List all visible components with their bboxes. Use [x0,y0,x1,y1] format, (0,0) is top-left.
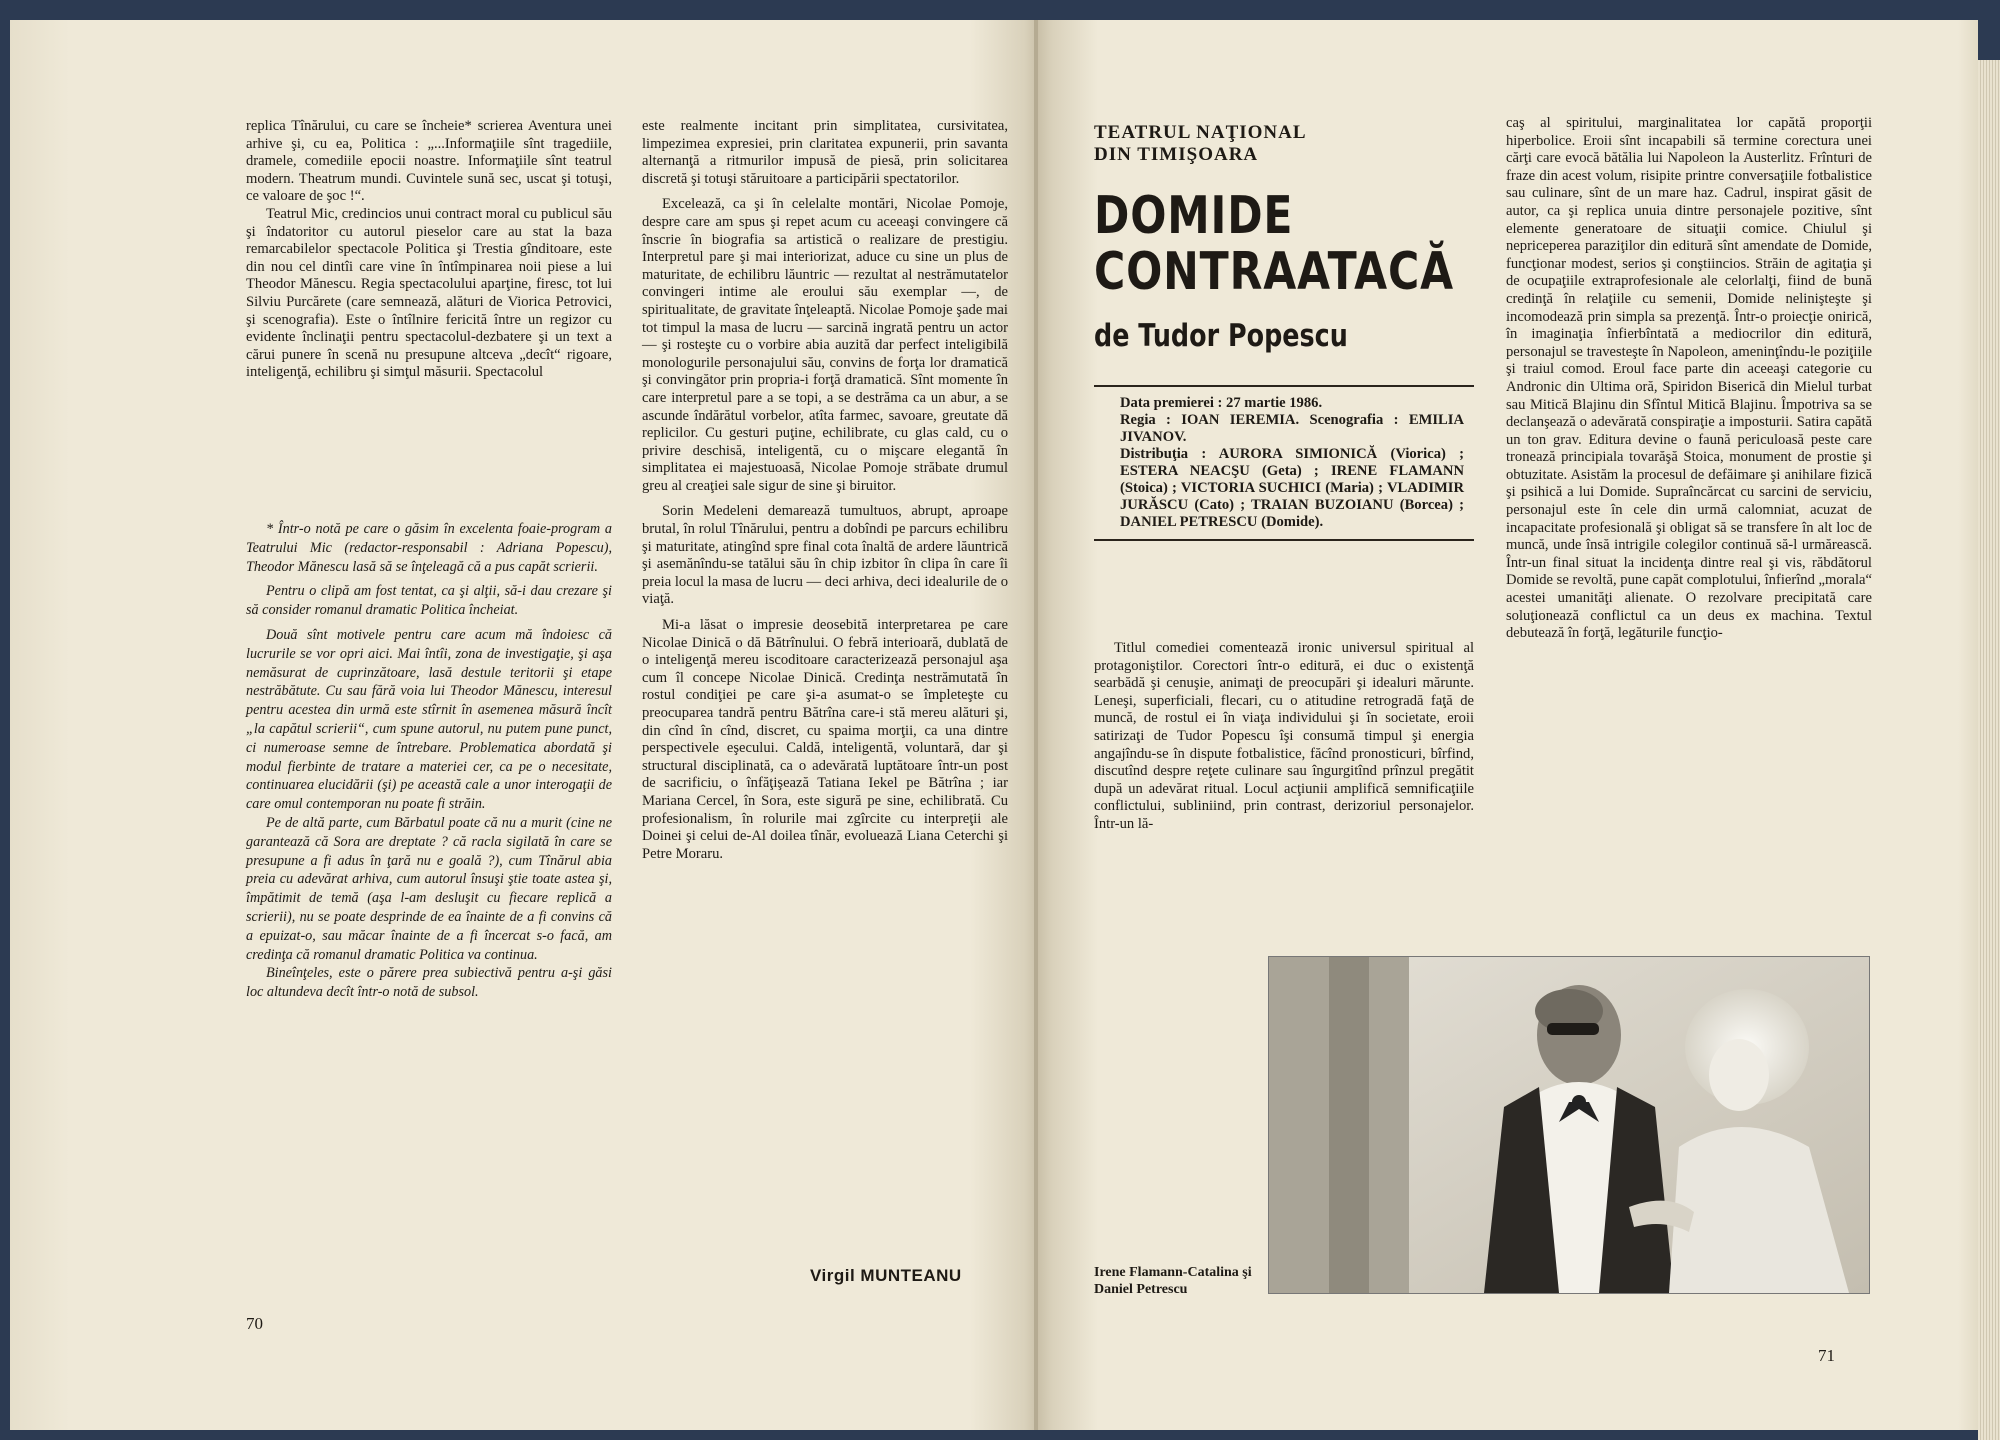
title-line-1: DOMIDE [1094,186,1294,246]
photo-caption: Irene Flamann-Catalina şi Daniel Petrescu [1094,1265,1252,1297]
theatre-line-2: DIN TIMIŞOARA [1094,144,1259,165]
paragraph: replica Tînărului, cu care se încheie* scrierea Aventura unei arhive şi, cu ea, Politica : „...Informaţiile sînt tragediile, dramele, comediile epocii noastre. Informaţiile sînt teatrul modern. Theatrum mundi. Cuvintele sună sec, uscat şi totuşi, ce valoare de şoc !“. [246,118,612,205]
footnote-paragraph: Bineînţeles, este o părere prea subiectivă pentru a-şi găsi loc altundeva decît într-o notă de subsol. [246,965,612,1001]
footnote-paragraph: * Într-o notă pe care o găsim în excelenta foaie-program a Teatrului Mic (redactor-responsabil : Adriana Popescu), Theodor Mănescu lasă să se înţeleagă că a pus capăt scrierii. [246,521,612,575]
paragraph: Sorin Medeleni demarează tumultuos, abrupt, aproape brutal, în rolul Tînărului, pentru a dobîndi pe parcurs echilibru şi maturitate, atingînd spre final cota înaltă de ardere lăuntrică şi asemănîndu-se tatălui său în chip izbitor în clipa în care îi preia locul la masa de lucru — deci arhiva, deci idealurile de o viaţă. [642,503,1008,608]
paragraph: Titlul comediei comentează ironic universul spiritual al protagoniştilor. Corectori într-o editură, ei duc o existenţă searbădă şi cenuşie, animaţi de preocupări şi idealuri mărunte. Leneşi, superficiali, flecari, cu o atitudine retrogradă faţă de muncă, de rostul ei în viaţa individului şi în societate, eroii satirizaţi de Tudor Popescu îşi consumă timpul şi energia angajîndu-se în dispute fotbalistice, făcînd pronosticuri, bîrfind, discutînd despre reţete culinare sau îngurgitînd prînzul pregătit după un adevărat ritual. Locul acţiunii amplifică semnificaţiile conflictului, subliniind, prin contrast, derizoriul personajelor. Într-un lă- [1094,640,1474,832]
premiere-info-box [1094,385,1474,541]
book-spread [10,20,1978,1430]
right-page [1038,20,1978,1430]
direction-credits: Regia : IOAN IEREMIA. Scenografia : EMILIA JIVANOV. [1120,412,1464,445]
paragraph: este realmente incitant prin simplitatea, cursivitatea, limpezimea expresiei, prin claritatea expunerii, prin savanta alternanţă a ritmurilor impusă de piesă, prin solicitarea discretă şi totuşi stăruitoare a participării spectatorilor. [642,118,1008,187]
page-edges [1978,60,2000,1440]
premiere-date: Data premierei : 27 martie 1986. [1120,395,1323,411]
cast-list: Distribuţia : AURORA SIMIONICĂ (Viorica) ; ESTERA NEACŞU (Geta) ; IRENE FLAMANN (Stoica) ; VICTORIA SUCHICI (Maria) ; VLADIMIR JURĂSCU (Cato) ; TRAIAN BUZOIANU (Borcea) ; DANIEL PETRESCU (Domide). [1120,446,1464,530]
paragraph: Excelează, ca şi în celelalte montări, Nicolae Pomoje, despre care am spus şi repet acum cu aceeaşi convingere că înscrie în biografia sa artistică o realizare de prestigiu. Interpretul pare şi mai interiorizat, aduce cu sine un plus de maturitate, de echilibru lăuntric — rezultat al nestrămutatelor convingeri intime ale eroului său exemplar —, de spiritualitate, de gravitate înţeleaptă. Nicolae Pomoje şade mai tot timpul la masa de lucru — sarcină ingrată pentru un actor — şi rosteşte cu o vorbire abia auzită dar perfect inteligibilă monologurile personajului său, convins de forţa lor dramatică şi convingător prin propria-i forţă dramatică. Sînt momente în care interpretul pare a se topi, a se destrăma ca un abur, a se ascunde îndărătul vorbelor, atîta farmec, savoare, greutate dă replicilor. Cu gesturi puţine, echilibrate, cu glas cald, cu o privire deschisă, inteligentă, cu o mişcare elegantă în simplitatea ei majestuoasă, Nicolae Pomoje străbate drumul greu al creaţiei sale sigur de sine şi biruitor. [642,196,1008,494]
theatre-line-1: TEATRUL NAŢIONAL [1094,122,1307,143]
right-column-1 [1094,640,1474,834]
paragraph: Mi-a lăsat o impresie deosebită interpretarea pe care Nicolae Dinică o dă Bătrînului. O febră interioară, dublată de o inteligenţă mereu iscoditoare caracterizează personajul aşa cum îl concepe Nicolae Dinică. Credinţa nestrămutată în rostul condiţiei pe care şi-a asumat-o se împleteşte cu preocuparea tandră pentru Bătrîna care-i stă mereu alături şi, din cînd în cînd, discret, cu spaima morţii, ca una dintre perspectivele eşecului. Caldă, inteligentă, voluntară, dar şi structural disciplinată, ca o adevărată luptătoare într-un post de sacrificiu, o înfăţişează Tatiana Iekel pe Bătrîna ; iar Mariana Cercel, în Sora, este sigură pe sine, echilibrată. Cu profesionalism, în rolurile mai zgîrcite cu interpreţii ale Doinei şi celui de-Al doilea tînăr, evoluează Liana Ceterchi şi Petre Moraru. [642,617,1008,862]
left-page [10,20,1038,1430]
author-signature: Virgil MUNTEANU [810,1266,962,1285]
footnote-paragraph: Două sînt motivele pentru care acum mă îndoiesc că lucrurile se vor opri aici. Mai întîi, zona de investigaţie, şi aşa nemăsurat de cuprinzătoare, lasă destule teritorii şi etape nestrăbătute. Cu sau fără voia lui Theodor Mănescu, interesul pentru acestea din urmă este stîrnit în asemenea măsură încît „la capătul scrierii“, cum spune autorul, nu putem pune punct, ci numeroase semne de întrebare. Problematica abordată şi modul fierbinte de tratare a materiei cer, ca pe o necesitate, continuarea elucidării (şi) pe această cale a unor interogaţii de care omul contemporan nu poate fi străin. [246,626,612,813]
production-photo [1268,956,1870,1294]
footnote-paragraph: Pentru o clipă am fost tentat, ca şi alţii, să-i dau crezare şi să consider romanul dramatic Politica încheiat. [246,583,612,619]
footnote-paragraph: Pe de altă parte, cum Bărbatul poate că nu a murit (cine ne garantează că Sora are dreptate ? că racla sigilată în care se presupune a fi adus în ţară nu e goală ?), cum Tînărul abia preia cu adevărat arhiva, cum autorul însuşi ştie toate astea şi, împătimit de temă (aşa l-am desluşit cu fiecare replică a scrierii), nu se poate desprinde de ea înainte de a fi convins că a epuizat-o, sau măcar înainte de a fi încercat s-o facă, am credinţa că romanul dramatic Politica va continua. [246,814,612,963]
left-footnote [246,520,612,1002]
article-author: de Tudor Popescu [1094,318,1348,354]
page-number-left: 70 [246,1314,263,1333]
paragraph: caş al spiritului, marginalitatea lor capătă proporţii hiperbolice. Eroii sînt incapabili să termine corectura unei cărţi care evocă bătălia lui Napoleon la Austerlitz. Frînturi de fraze din acest volum, risipite printre conversaţiile fotbalistice sau culinare, sînt de un mare haz. Cadrul, inspirat găsit de autor, ca şi replica unuia dintre personajele pozitive, sînt elemente generatoare de situaţii comice. Chiulul şi nepriceperea paraziţilor din editură sînt amendate de Domide, funcţionar modest, serios şi conştiincios. Străin de agitaţia şi de ocupaţiile extraprofesionale ale celorlalţi, fiind de bună credinţă în relaţiile cu semenii, Domide nelinişteşte şi incomodează prin simpla sa prezenţă. Într-o proiecţie onirică, în imaginaţia înfierbîntată a mediocrilor din editură, personajul se travesteşte în Napoleon, ameninţîndu-le poziţiile şi traiul comod. Eroul face parte din aceeaşi categorie cu Andronic din Ultima oră, Spiridon Biserică din Mielul turbat sau Mitică Blajinu din Sfîntul Mitică Blajinu. Împotriva sa se declanşează o adevărată conspiraţie a imposturii. Satira capătă un ton grav. Editura devine o faună periculoasă peste care tronează principiala tovarăşă Stoica, monument de prostie şi obtuzitate. Asistăm la procesul de defăimare şi anihilare fizică şi psihică a lui Domide. Supraîncărcat cu sarcini de serviciu, personajul este în cele din urmă calomniat, acuzat de incapacitate profesională şi obligat să se transfere în alt loc de muncă, unde însă intrigile colegilor continuă să-l urmărească. Într-un final situat la incidenţa dintre real şi vis, răbdătorul Domide se revoltă, pune capăt complotului, înfierînd „morala“ acestei umanităţi alienate. O rezolvare precipitată care soluţionează conflictul ca un deus ex machina. Textul debutează în forţă, legăturile funcţio- [1506,115,1872,642]
title-line-2: CONTRAATACĂ [1094,242,1454,302]
page-number-right: 71 [1818,1346,1835,1365]
article-title [1094,188,1454,300]
paragraph: Teatrul Mic, credincios unui contract moral cu publicul său şi îndatoritor cu autorul pieselor care au stat la baza remarcabilelor spectacole Politica şi Trestia gînditoare, este din nou cel dintîi care vine în întîmpinarea noii piese a lui Theodor Mănescu. Regia spectacolului aparţine, firesc, tot lui Silviu Purcărete (care semnează, alături de Viorica Petrovici, şi scenografia). Este o întîlnire fericită între un regizor cu evidente înclinaţii pentru spectacolul-dezbatere şi un text a cărui punere în scenă nu presupune altceva „decît“ rigoare, inteligenţă, echilibru şi simţul măsurii. Spectacolul [246,205,612,381]
left-column-1 [246,118,612,382]
theatre-name [1094,122,1307,166]
right-column-2 [1506,115,1872,643]
left-column-2 [642,118,1008,863]
photo-image [1269,957,1869,1293]
